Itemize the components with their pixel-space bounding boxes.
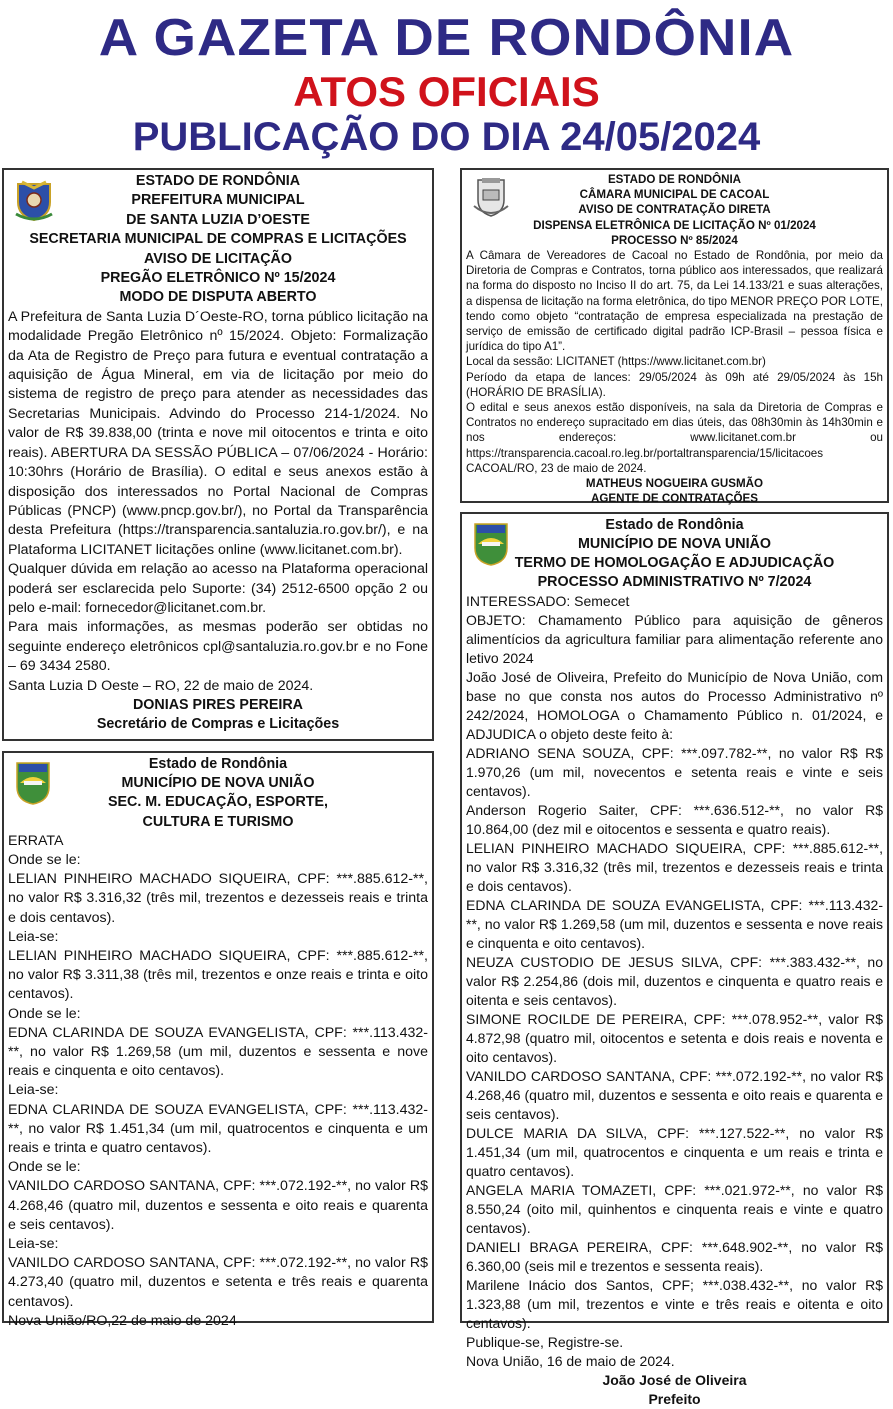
signatory-name: João José de Oliveira: [602, 1372, 747, 1388]
paragraph: Qualquer dúvida em relação ao acesso na Plataforma operacional poderá ser esclarecida pelo Suporte: (34) 2512-6500 opção 2 ou pelo e-mail: fornecedor@licitanet.com.br.: [8, 561, 428, 616]
notice-errata-nova-uniao: [2, 751, 434, 1329]
notice-heading: [8, 755, 428, 832]
paragraph: LELIAN PINHEIRO MACHADO SIQUEIRA, CPF: ***.885.612-**, no valor R$ 3.316,32 (três mil, trezentos e dezesseis reais e trinta e dois centavos).: [466, 840, 883, 894]
heading-line: Estado de Rondônia: [148, 756, 288, 772]
heading-line: Estado de Rondônia: [605, 517, 744, 533]
paragraph: Nova União, 16 de maio de 2024.: [466, 1353, 675, 1369]
heading-line: DE SANTA LUZIA D’OESTE: [126, 211, 310, 228]
newspaper-title: A GAZETA DE RONDÔNIA: [98, 9, 795, 67]
heading-line: PREFEITURA MUNICIPAL: [131, 192, 305, 209]
heading-line: MUNICÍPIO DE NOVA UNIÃO: [577, 536, 771, 552]
paragraph: INTERESSADO: Semecet: [466, 593, 630, 609]
paragraph: ERRATA: [8, 832, 64, 849]
section-title: ATOS OFICIAIS: [293, 68, 600, 115]
paragraph: Onde se le:: [8, 852, 81, 869]
paragraph: Período da etapa de lances: 29/05/2024 às 09h até 29/05/2024 às 15h (HORÁRIO DE BRASÍLIA).: [466, 370, 883, 399]
heading-line: DISPENSA ELETRÔNICA DE LICITAÇÃO Nº 01/2024: [533, 218, 816, 232]
paragraph: Onde se le:: [8, 1159, 81, 1176]
notice-santa-luzia: [2, 168, 434, 741]
heading-line: MUNICÍPIO DE NOVA UNIÃO: [121, 775, 315, 792]
heading-line: CULTURA E TURISMO: [142, 813, 294, 830]
heading-line: TERMO DE HOMOLOGAÇÃO E ADJUDICAÇÃO: [514, 555, 835, 571]
signatory-title: Prefeito: [648, 1391, 701, 1407]
paragraph: A Prefeitura de Santa Luzia D´Oeste-RO, torna público licitação na modalidade Pregão Eletrônico nº 15/2024. Objeto: Formalização da Ata de Registro de Preço para futura e eventual contratação a aquisição de Água Mineral, em via de licitação por meio do sistema de registro de preço para atender as necessidades das Secretarias Municipais. Advindo do Processo 214-1/2024. No valor de R$ 39.838,00 (trinta e nove mil oitocentos e trinta e oito reais). ABERTURA DA SESSÃO PÚBLICA – 07/06/2024 - Horário: 10:30hrs (Horário de Brasília). O edital e seus anexos estão à disposição dos interessados no Portal Nacional de Compras Públicas (PNCP) (www.pncp.gov.br/), no Portal da Transparência desta Prefeitura (https://transparencia.santaluzia.ro.gov.br/), e na Plataforma LICITANET licitações online (www.licitanet.com.br).: [8, 308, 428, 558]
coat-of-arms-icon: [14, 759, 52, 805]
coat-of-arms-icon: [472, 520, 510, 566]
publication-date: PUBLICAÇÃO DO DIA 24/05/2024: [132, 115, 761, 159]
notice-heading: [466, 172, 883, 248]
heading-line: CÂMARA MUNICIPAL DE CACOAL: [579, 188, 770, 202]
heading-line: ESTADO DE RONDÔNIA: [607, 173, 742, 186]
heading-line: SEC. M. EDUCAÇÃO, ESPORTE,: [107, 794, 329, 811]
paragraph: EDNA CLARINDA DE SOUZA EVANGELISTA, CPF: ***.113.432-**, no valor R$ 1.269,58 (um mil, duzentos e sessenta e nove reais e cinquenta e oito centavos).: [8, 1024, 428, 1080]
paragraph: Leia-se:: [8, 1082, 59, 1099]
paragraph: VANILDO CARDOSO SANTANA, CPF: ***.072.192-**, no valor R$ 4.273,40 (quatro mil, duzentos e setenta e três reais e quarenta centavos).: [8, 1255, 428, 1310]
paragraph: Marilene Inácio dos Santos, CPF; ***.038.432-**, no valor R$ 1.323,88 (um mil, trezentos e vinte e três reais e oitenta e oito centavos).: [466, 1277, 883, 1331]
paragraph: João José de Oliveira, Prefeito do Município de Nova União, com base no que consta nos autos do Processo Administrativo nº 242/2024, HOMOLOGA o Chamamento Público n. 01/2024, e ADJUDICA o objeto deste feito à:: [466, 669, 883, 742]
paragraph: EDNA CLARINDA DE SOUZA EVANGELISTA, CPF: ***.113.432-**, no valor R$ 1.269,58 (um mil, duzentos e sessenta e nove reais e cinquenta e oito centavos).: [466, 897, 883, 951]
notice-homologacao-nova-uniao: [460, 512, 889, 1407]
paragraph: DULCE MARIA DA SILVA, CPF: ***.127.522-**, no valor R$ 1.451,34 (um mil, quatrocentos e cinquenta e um reais e trinta e quatro centavos).: [466, 1125, 883, 1179]
paragraph: Anderson Rogerio Saiter, CPF: ***.636.512-**, no valor R$ 10.864,00 (dez mil e oitocentos e sessenta e quatro reais).: [466, 802, 883, 837]
paragraph: Santa Luzia D Oeste – RO, 22 de maio de 2024.: [8, 677, 314, 694]
heading-line: AVISO DE CONTRATAÇÃO DIRETA: [578, 203, 771, 217]
paragraph: Leia-se:: [8, 1236, 59, 1253]
paragraph: Publique-se, Registre-se.: [466, 1334, 624, 1350]
signatory-title: AGENTE DE CONTRATAÇÕES: [590, 492, 759, 506]
paragraph: DANIELI BRAGA PEREIRA, CPF: ***.648.902-**, no valor R$ 6.360,00 (seis mil e trezentos e sessenta reais).: [466, 1239, 883, 1274]
paragraph: LELIAN PINHEIRO MACHADO SIQUEIRA, CPF: ***.885.612-**, no valor R$ 3.311,38 (três mil, trezentos e onze reais e trinta e oito centavos).: [8, 948, 428, 1003]
heading-line: MODO DE DISPUTA ABERTO: [119, 289, 317, 306]
paragraph: A Câmara de Vereadores de Cacoal no Estado de Rondônia, por meio da Diretoria de Compras e Contratos, torna público aos interessados, que realizará na forma do disposto no Inciso II do art. 75, da Lei 14.133/21 e suas alterações, a dispensa de licitação na forma eletrônica, do tipo MENOR PREÇO POR LOTE, tendo como objeto “contratação de empresa especializada na prestação de serviço de emissão de certificado digital padrão ICP-Brasil – pessoa física e jurídica do tipo A1”.: [466, 249, 883, 354]
paragraph: ANGELA MARIA TOMAZETI, CPF: ***.021.972-**, no valor R$ 8.550,24 (oito mil, quinhentos e cinquenta reais e vinte e quatro centavos).: [466, 1182, 883, 1236]
paragraph: SIMONE ROCILDE DE PEREIRA, CPF: ***.078.952-**, valor R$ 4.872,98 (quatro mil, oitocentos e setenta e dois reais e noventa e oito centavos).: [466, 1011, 883, 1065]
paragraph: Local da sessão: LICITANET (https://www.licitanet.com.br): [466, 355, 766, 369]
paragraph: NEUZA CUSTODIO DE JESUS SILVA, CPF: ***.383.432-**, no valor R$ 2.254,86 (dois mil, duzentos e cinquenta e quatro reais e oitenta e seis centavos).: [466, 954, 883, 1008]
coat-of-arms-icon: [472, 176, 510, 218]
signatory-name: MATHEUS NOGUEIRA GUSMÃO: [585, 477, 764, 491]
masthead: [0, 0, 893, 165]
notice-heading: [466, 516, 883, 592]
signatory-title: Secretário de Compras e Licitações: [96, 716, 340, 733]
heading-line: PROCESSO ADMINISTRATIVO Nº 7/2024: [537, 574, 812, 590]
heading-line: PROCESSO Nº 85/2024: [611, 233, 738, 247]
paragraph: LELIAN PINHEIRO MACHADO SIQUEIRA, CPF: ***.885.612-**, no valor R$ 3.316,32 (três mil, trezentos e dezesseis reais e trinta e dois centavos).: [8, 871, 428, 926]
heading-line: ESTADO DE RONDÔNIA: [135, 173, 301, 189]
signatory-name: DONIAS PIRES PEREIRA: [132, 696, 303, 713]
notice-cacoal: [460, 168, 889, 506]
heading-line: AVISO DE LICITAÇÃO: [143, 250, 292, 267]
notice-heading: [8, 172, 428, 308]
paragraph: VANILDO CARDOSO SANTANA, CPF: ***.072.192-**, no valor R$ 4.268,46 (quatro mil, duzentos e sessenta e oito reais e quarenta e seis centavos).: [466, 1068, 883, 1122]
paragraph: ADRIANO SENA SOUZA, CPF: ***.097.782-**, no valor R$ R$ 1.970,26 (um mil, novecentos e setenta reais e vinte e seis centavos).: [466, 745, 883, 799]
heading-line: PREGÃO ELETRÔNICO Nº 15/2024: [100, 270, 336, 287]
paragraph: O edital e seus anexos estão disponíveis, na sala da Diretoria de Compras e Contratos no endereço supracitado em dias úteis, das 08h30min às 14h30min e nos endereços: www.licitanet.com.br ou https://transparencia.cacoal.ro.leg.br/portaltransparencia/15/licitacoes: [466, 401, 883, 460]
paragraph: OBJETO: Chamamento Público para aquisição de gêneros alimentícios da agricultura familiar para alimentação referente ano letivo 2024: [466, 612, 883, 666]
coat-of-arms-icon: [14, 178, 54, 222]
paragraph: EDNA CLARINDA DE SOUZA EVANGELISTA, CPF: ***.113.432-**, no valor R$ 1.451,34 (um mil, quatrocentos e cinquenta e um reais e trinta e quatro centavos).: [8, 1101, 428, 1157]
heading-line: SECRETARIA MUNICIPAL DE COMPRAS E LICITAÇÕES: [29, 231, 407, 248]
paragraph: Nova União/RO,22 de maio de 2024: [8, 1312, 237, 1329]
paragraph: CACOAL/RO, 23 de maio de 2024.: [466, 461, 647, 475]
paragraph: Onde se le:: [8, 1005, 81, 1022]
paragraph: VANILDO CARDOSO SANTANA, CPF: ***.072.192-**, no valor R$ 4.268,46 (quatro mil, duzentos e sessenta e oito reais e quarenta e seis centavos).: [8, 1178, 428, 1233]
paragraph: Para mais informações, as mesmas poderão ser obtidas no seguinte endereço eletrônicos cpl@santaluzia.ro.gov.br e no Fone – 69 3434 2580.: [8, 619, 428, 675]
paragraph: Leia-se:: [8, 928, 59, 945]
